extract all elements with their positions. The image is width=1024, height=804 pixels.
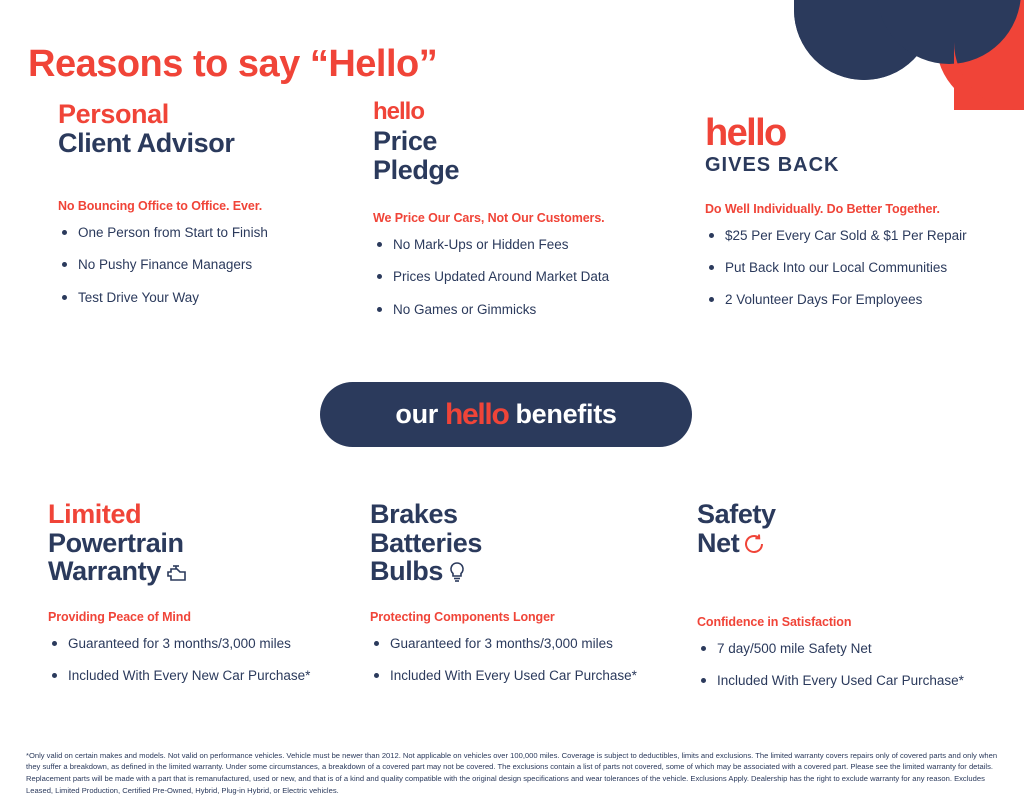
- list-item: Guaranteed for 3 months/3,000 miles: [48, 636, 368, 652]
- block-subhead: Protecting Components Longer: [370, 609, 555, 624]
- block-title-line2: Client Advisor: [58, 127, 235, 158]
- block-subhead: Do Well Individually. Do Better Together.: [705, 202, 940, 216]
- list-item: Prices Updated Around Market Data: [373, 269, 673, 285]
- block-subhead: We Price Our Cars, Not Our Customers.: [373, 211, 605, 226]
- block-title: [370, 500, 690, 589]
- benefits-banner: [320, 382, 692, 447]
- list-item: 7 day/500 mile Safety Net: [697, 641, 1017, 657]
- block-title-line2: Pledge: [373, 154, 460, 185]
- list-item: $25 Per Every Car Sold & $1 Per Repair: [705, 228, 1005, 244]
- corner-decoration: [764, 0, 1024, 110]
- list-item: No Games or Gimmicks: [373, 302, 673, 318]
- benefit-block-hello-gives-back: [705, 100, 1005, 325]
- block-title: [48, 500, 368, 589]
- block-title-line1: Safety: [697, 499, 776, 529]
- list-item: No Mark-Ups or Hidden Fees: [373, 237, 673, 253]
- list-item: Included With Every Used Car Purchase*: [370, 668, 690, 684]
- block-points: [48, 636, 368, 684]
- block-title: [705, 100, 1005, 176]
- block-points: [370, 636, 690, 684]
- list-item: Included With Every Used Car Purchase*: [697, 673, 1017, 689]
- benefit-block-price-pledge: [373, 100, 673, 334]
- benefit-block-safety-net: [697, 500, 1017, 706]
- block-points: [697, 641, 1017, 689]
- block-title-line1: Price: [373, 126, 438, 156]
- banner-hello-wordmark: hello: [444, 397, 509, 431]
- block-title-line1: Personal: [58, 99, 169, 129]
- block-title: [58, 100, 348, 157]
- block-title: [697, 500, 1017, 560]
- block-points: [705, 228, 1005, 309]
- block-title: [373, 100, 673, 184]
- block-subhead: Providing Peace of Mind: [48, 609, 191, 624]
- lightbulb-icon: [447, 560, 467, 589]
- list-item: Put Back Into our Local Communities: [705, 260, 1005, 276]
- block-title-line3: Warranty: [48, 557, 368, 589]
- block-title-line1: Brakes: [370, 499, 458, 529]
- benefit-block-brakes-batteries-bulbs: [370, 500, 690, 700]
- page-title: Reasons to say “Hello”: [28, 43, 438, 86]
- block-title-line2: Batteries: [370, 527, 482, 558]
- block-points: [58, 225, 348, 306]
- block-subhead: No Bouncing Office to Office. Ever.: [58, 199, 263, 214]
- benefit-block-limited-powertrain-warranty: [48, 500, 368, 700]
- engine-icon: [165, 560, 189, 589]
- block-title-line1: GIVES BACK: [705, 154, 840, 176]
- refresh-circle-icon: [743, 532, 765, 561]
- block-title-line3: Bulbs: [370, 557, 690, 589]
- list-item: One Person from Start to Finish: [58, 225, 348, 241]
- list-item: 2 Volunteer Days For Employees: [705, 292, 1005, 308]
- list-item: Test Drive Your Way: [58, 290, 348, 306]
- hello-wordmark: hello: [705, 112, 786, 154]
- list-item: Guaranteed for 3 months/3,000 miles: [370, 636, 690, 652]
- block-title-line1: Limited: [48, 499, 142, 529]
- banner-word-benefits: benefits: [515, 399, 617, 429]
- hello-wordmark: hello: [373, 98, 425, 125]
- block-title-line2: Powertrain: [48, 527, 184, 558]
- block-subhead: Confidence in Satisfaction: [697, 615, 852, 630]
- list-item: Included With Every New Car Purchase*: [48, 668, 368, 684]
- legal-disclaimer: *Only valid on certain makes and models. Not valid on performance vehicles. Vehicle must be newer than 2012. Not applicable on vehicles over 100,000 miles. Coverage is subject to deductibles, limits and exclusions. The limited warranty covers repairs only of covered parts and only when they suffer a breakdown, as defined in the limited warranty. Under some circumstances, a breakdown of a covered part may not be covered. The exclusions contain a list of parts not covered, some of which may be associated with a covered part. Please see the limited warranty for details. Replacement parts will be made with a part that is remanufactured, used or new, and that is of a kind and quality compatible with the original design specifications and wear tolerances of the vehicle. Exclusions Apply. Dealership has the right to exclude warranty for any reason. Excludes Leased, Limited Production, Certified Pre-Owned, Hybrid, Plug-in Hybrid, or Electric vehicles.: [26, 750, 998, 795]
- block-points: [373, 237, 673, 318]
- benefit-block-personal-client-advisor: [58, 100, 348, 322]
- banner-word-our: our: [395, 399, 438, 429]
- list-item: No Pushy Finance Managers: [58, 257, 348, 273]
- block-title-line2: Net: [697, 529, 1017, 561]
